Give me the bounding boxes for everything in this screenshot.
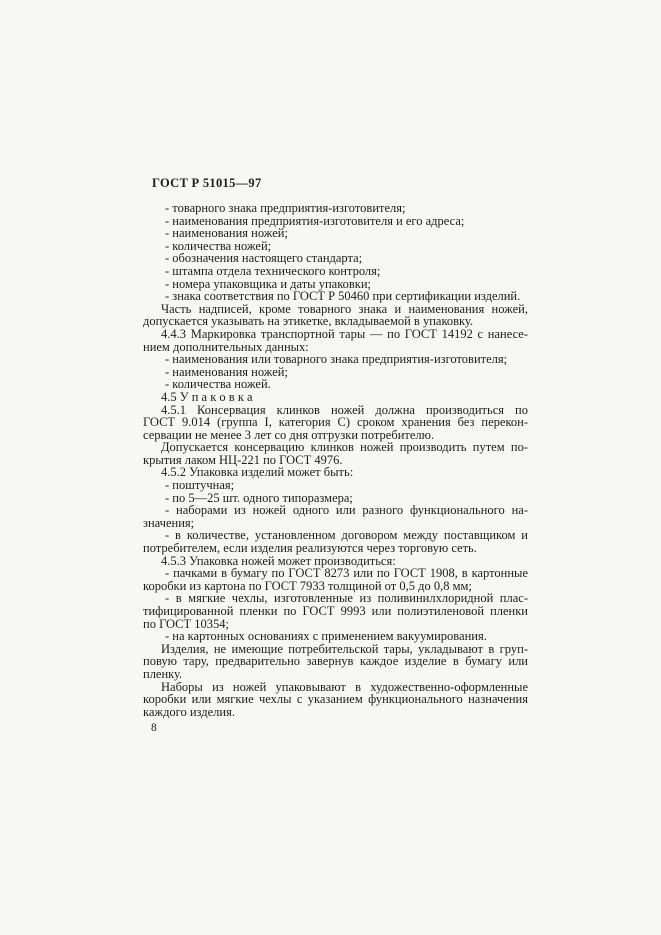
text-line: допускается указывать на этикетке, вкладываемой в упаковку. [143,314,474,329]
text-line: - номера упаковщика и даты упаковки; [165,276,372,291]
text-line: 4.5 У п а к о в к а [161,389,253,404]
text-line: - в мягкие чехлы, изготовленные из поливинилхлоридной плас- [165,591,528,606]
text-line: коробки из картона по ГОСТ 7933 толщиной от 0,5 до 0,8 мм; [143,578,472,593]
text-line: - товарного знака предприятия-изготовителя; [165,201,406,215]
text-line: сервации не менее 3 лет со дня отгрузки потребителю. [143,427,435,442]
text-line: каждого изделия. [143,704,235,719]
text-line: - знака соответствия по ГОСТ Р 50460 при сертификации изделий. [165,289,521,304]
text-line: 4.5.1 Консервация клинков ножей должна производиться по [161,402,528,417]
paragraph [143,681,528,719]
document-content [143,177,528,718]
paragraph [143,328,528,353]
text-line: 4.5.3 Упаковка ножей может производиться: [161,553,396,568]
text-line: - обозначения настоящего стандарта; [165,251,363,266]
paragraph [143,643,528,681]
list-item [143,353,528,366]
text-line: - наименования ножей; [165,226,288,241]
text-line: - пачками в бумагу по ГОСТ 8273 или по ГОСТ 1908, в картонные [165,566,528,581]
paragraph [143,404,528,442]
text-line: - по 5—25 шт. одного типоразмера; [165,490,353,505]
text-line: - поштучная; [165,478,235,493]
text-line: коробки или мягкие чехлы с указанием функционального назначения [143,692,528,707]
text-line: - наименования предприятия-изготовителя и его адреса; [165,213,465,228]
text-line: - количества ножей; [165,238,272,253]
text-line: повую тару, предварительно завернув каждое изделие в бумагу или [143,654,528,669]
text-line: - количества ножей. [165,377,271,392]
text-line: - наименования или товарного знака предприятия-изготовителя; [165,352,508,367]
list-item [143,630,528,643]
text-line: - штампа отдела технического контроля; [165,263,381,278]
text-line: крытия лаком НЦ-221 по ГОСТ 4976. [143,452,343,467]
text-line: нием дополнительных данных: [143,339,309,354]
list-item [143,529,528,554]
text-line: тифицированной пленки по ГОСТ 9993 или полиэтиленовой пленки [143,604,528,618]
text-line: потребителем, если изделия реализуются через торговую сеть. [143,541,477,556]
text-line: - наименования ножей; [165,364,288,379]
text-line: Изделия, не имеющие потребительской тары, укладывают в груп- [161,641,528,656]
list-item [143,567,528,592]
text-line: Часть надписей, кроме товарного знака и наименования ножей, [161,301,528,316]
text-line: 4.5.2 Упаковка изделий может быть: [161,465,354,480]
list-item [143,479,528,492]
list-item [143,504,528,529]
text-line: - на картонных основаниях с применением вакуумирования. [165,629,487,644]
list-item [143,592,528,630]
text-line: Наборы из ножей упаковывают в художественно-оформленные [161,679,528,694]
text-line: пленку. [143,666,183,681]
text-line: по ГОСТ 10354; [143,616,229,631]
text-line: ГОСТ 9.014 (группа I, категория С) сроком хранения без перекон- [143,415,528,430]
list-item [143,202,528,215]
list-item [143,227,528,240]
paragraph [143,441,528,466]
text-line: - в количестве, установленном договором между поставщиком и [165,528,528,543]
text-line: значения; [143,515,195,530]
text-line: Допускается консервацию клинков ножей производить путем по- [161,440,528,455]
document-body [143,202,528,718]
section-heading [143,391,528,404]
list-item [143,290,528,303]
text-line: - наборами из ножей одного или разного функционального на- [165,503,528,518]
list-item [143,265,528,278]
page-number: 8 [151,722,157,734]
document-header: ГОСТ Р 51015—97 [152,176,262,190]
text-line: 4.4.3 Маркировка транспортной тары — по ГОСТ 14192 с нанесе- [161,326,528,341]
paragraph [143,303,528,328]
